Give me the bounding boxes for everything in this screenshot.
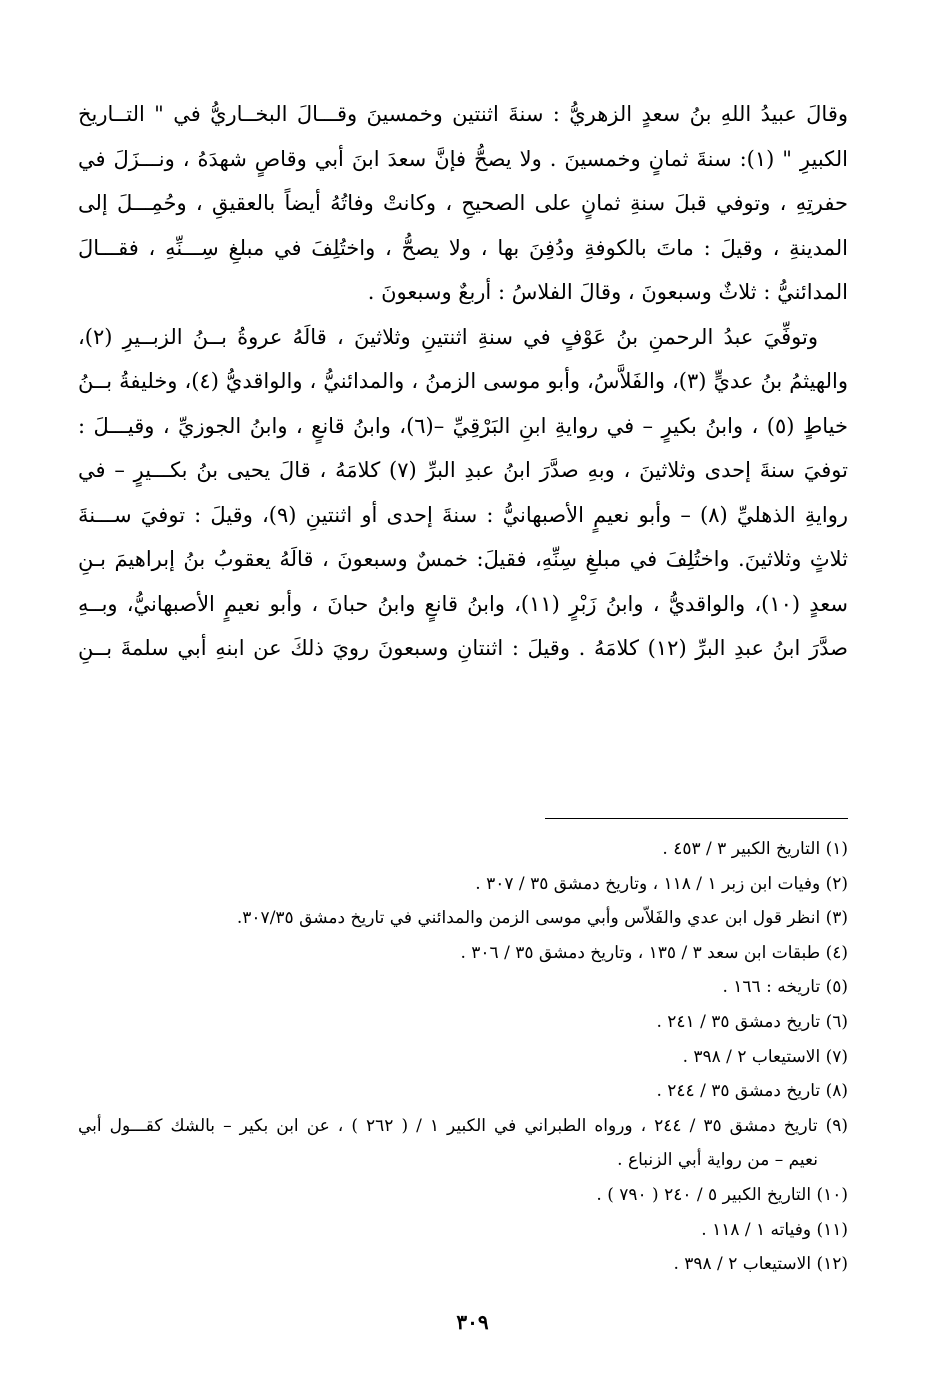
text-line-1: وقالَ عبيدُ اللهِ بنُ سعدٍ الزهريُّ : سنةَ اثنتين وخمسينَ وقـــالَ البخــاريُّ في " التــاريخ <box>78 102 848 126</box>
text-line-11: ثلاثٍ وثلاثينَ. واختُلِفَ في مبلغِ سِنِّهِ، فقيلَ: خمسٌ وسبعونَ ، قالَهُ يعقوبُ بنُ إبراهيمَ بـنِ <box>78 547 848 571</box>
text-line-7: والهيثمُ بنُ عديٍّ (٣)، والفَلاَّسُ، وأبو موسى الزمنُ ، والمدائنيُّ ، والواقديُّ (٤)، وخليفةُ بــنُ <box>78 369 848 393</box>
page-number: ٣٠٩ <box>456 1310 489 1334</box>
footnote-1: (١) التاريخ الكبير ٣ / ٤٥٣ . <box>662 839 848 859</box>
text-line-2: الكبيرِ " (١): سنةَ ثمانٍ وخمسينَ . ولا يصحُّ فإنَّ سعدَ ابنَ أبي وقاصٍ شهدَهُ ، ونـــزَلَ في <box>78 146 848 171</box>
text-line-12: سعدٍ (١٠)، والواقديُّ ، وابنُ زَبْرٍ (١١)، وابنُ قانعٍ وابنُ حبانَ ، وأبو نعيمٍ الأصبهانيُّ، وبــهِ <box>78 591 848 616</box>
text-line-6: وتوفِّيَ عبدُ الرحمنِ بنُ عَوْفٍ في سنةِ اثنتينِ وثلاثينَ ، قالَهُ عروةُ بــنُ الزبــيرِ (٢)، <box>78 324 818 349</box>
text-line-13: صدَّرَ ابنُ عبدِ البرِّ (١٢) كلامَهُ . وقيلَ : اثنتانِ وسبعونَ رويَ ذلكَ عن ابنهِ أبي سلمةَ بــنِ <box>78 636 848 660</box>
footnote-11: (١١) وفياته ١ / ١١٨ . <box>701 1219 848 1240</box>
footnote-12: (١٢) الاستيعاب ٢ / ٣٩٨ . <box>673 1254 848 1275</box>
text-line-4: المدينةِ ، وقيلَ : ماتَ بالكوفةِ ودُفِنَ بها ، ولا يصحُّ ، واختُلِفَ في مبلغِ سِـــنِّهِ ، فقـــالَ <box>78 235 848 260</box>
footnote-2: (٢) وفيات ابن زبر ١ / ١١٨ ، وتاريخ دمشق ٣٥ / ٣٠٧ . <box>475 873 848 894</box>
text-line-5: المدائنيُّ : ثلاثٌ وسبعونَ ، وقالَ الفلاسُ : أربعٌ وسبعونَ . <box>367 280 848 304</box>
text-line-8: خياطٍ (٥) ، وابنُ بكيرٍ – في روايةِ ابنِ البَرْقِيِّ –(٦)، وابنُ قانعٍ ، وابنُ الجوزيِّ ، وقيـــلَ : <box>78 413 848 438</box>
text-line-10: روايةِ الذهليِّ (٨) – وأبو نعيمٍ الأصبهانيُّ : سنةَ إحدى أو اثنتينِ (٩)، وقيلَ : توفيَ ســـنةَ <box>78 502 848 527</box>
text-line-9: توفيَ سنةَ إحدى وثلاثينَ ، وبهِ صدَّرَ ابنُ عبدِ البرِّ (٧) كلامَهُ ، قالَ يحيى بنُ بكـــيرٍ – في <box>78 458 848 482</box>
footnote-6: (٦) تاريخ دمشق ٣٥ / ٢٤١ . <box>656 1011 848 1032</box>
main-text <box>78 92 848 671</box>
footnote-7: (٧) الاستيعاب ٢ / ٣٩٨ . <box>682 1046 848 1067</box>
footnote-3: (٣) انظر قول ابن عدي والفَلاّس وأبي موسى الزمن والمدائني في تاريخ دمشق ٣٠٧/٣٥. <box>236 908 848 929</box>
footnote-9: (٩) تاريخ دمشق ٣٥ / ٢٤٤ ، ورواه الطبراني في الكبير ١ / ( ٢٦٢ ) ، عن ابن بكير – بالشك كقـــول أبي <box>78 1115 848 1136</box>
footnote-9-continued: نعيم – من رواية أبي الزنباع . <box>617 1150 818 1171</box>
footnote-4: (٤) طبقات ابن سعد ٣ / ١٣٥ ، وتاريخ دمشق ٣٥ / ٣٠٦ . <box>460 942 848 963</box>
footnote-separator <box>545 818 848 819</box>
footnote-10: (١٠) التاريخ الكبير ٥ / ٢٤٠ ( ٧٩٠ ) . <box>596 1184 848 1205</box>
footnotes <box>78 832 848 1282</box>
footnote-8: (٨) تاريخ دمشق ٣٥ / ٢٤٤ . <box>656 1081 848 1102</box>
text-line-3: حفرتِهِ ، وتوفي قبلَ سنةِ ثمانٍ على الصحيحِ ، وكانتْ وفاتُهُ أيضاً بالعقيقِ ، وحُمِـــلَ إلى <box>78 191 848 215</box>
footnote-5: (٥) تاريخه : ١٦٦ . <box>722 977 848 998</box>
